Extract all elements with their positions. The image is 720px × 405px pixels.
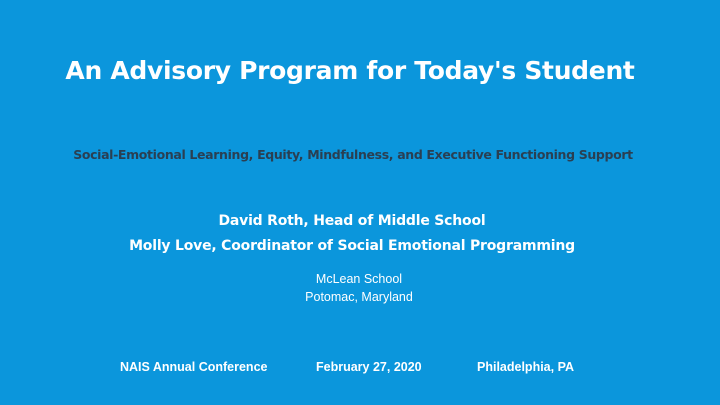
slide-subtitle: Social-Emotional Learning, Equity, Mindfulness, and Executive Functioning Support	[73, 147, 633, 162]
footer-event: NAIS Annual Conference	[120, 360, 268, 374]
school-location: Potomac, Maryland	[305, 290, 413, 304]
footer-date: February 27, 2020	[316, 360, 422, 374]
school-info	[0, 270, 718, 306]
presenter-1: David Roth, Head of Middle School	[218, 213, 486, 229]
school-name: McLean School	[315, 272, 403, 286]
slide-title: An Advisory Program for Today's Student	[65, 56, 635, 85]
footer-place: Philadelphia, PA	[477, 360, 575, 374]
presenter-list	[0, 209, 704, 259]
presenter-2: Molly Love, Coordinator of Social Emotional Programming	[129, 238, 575, 254]
